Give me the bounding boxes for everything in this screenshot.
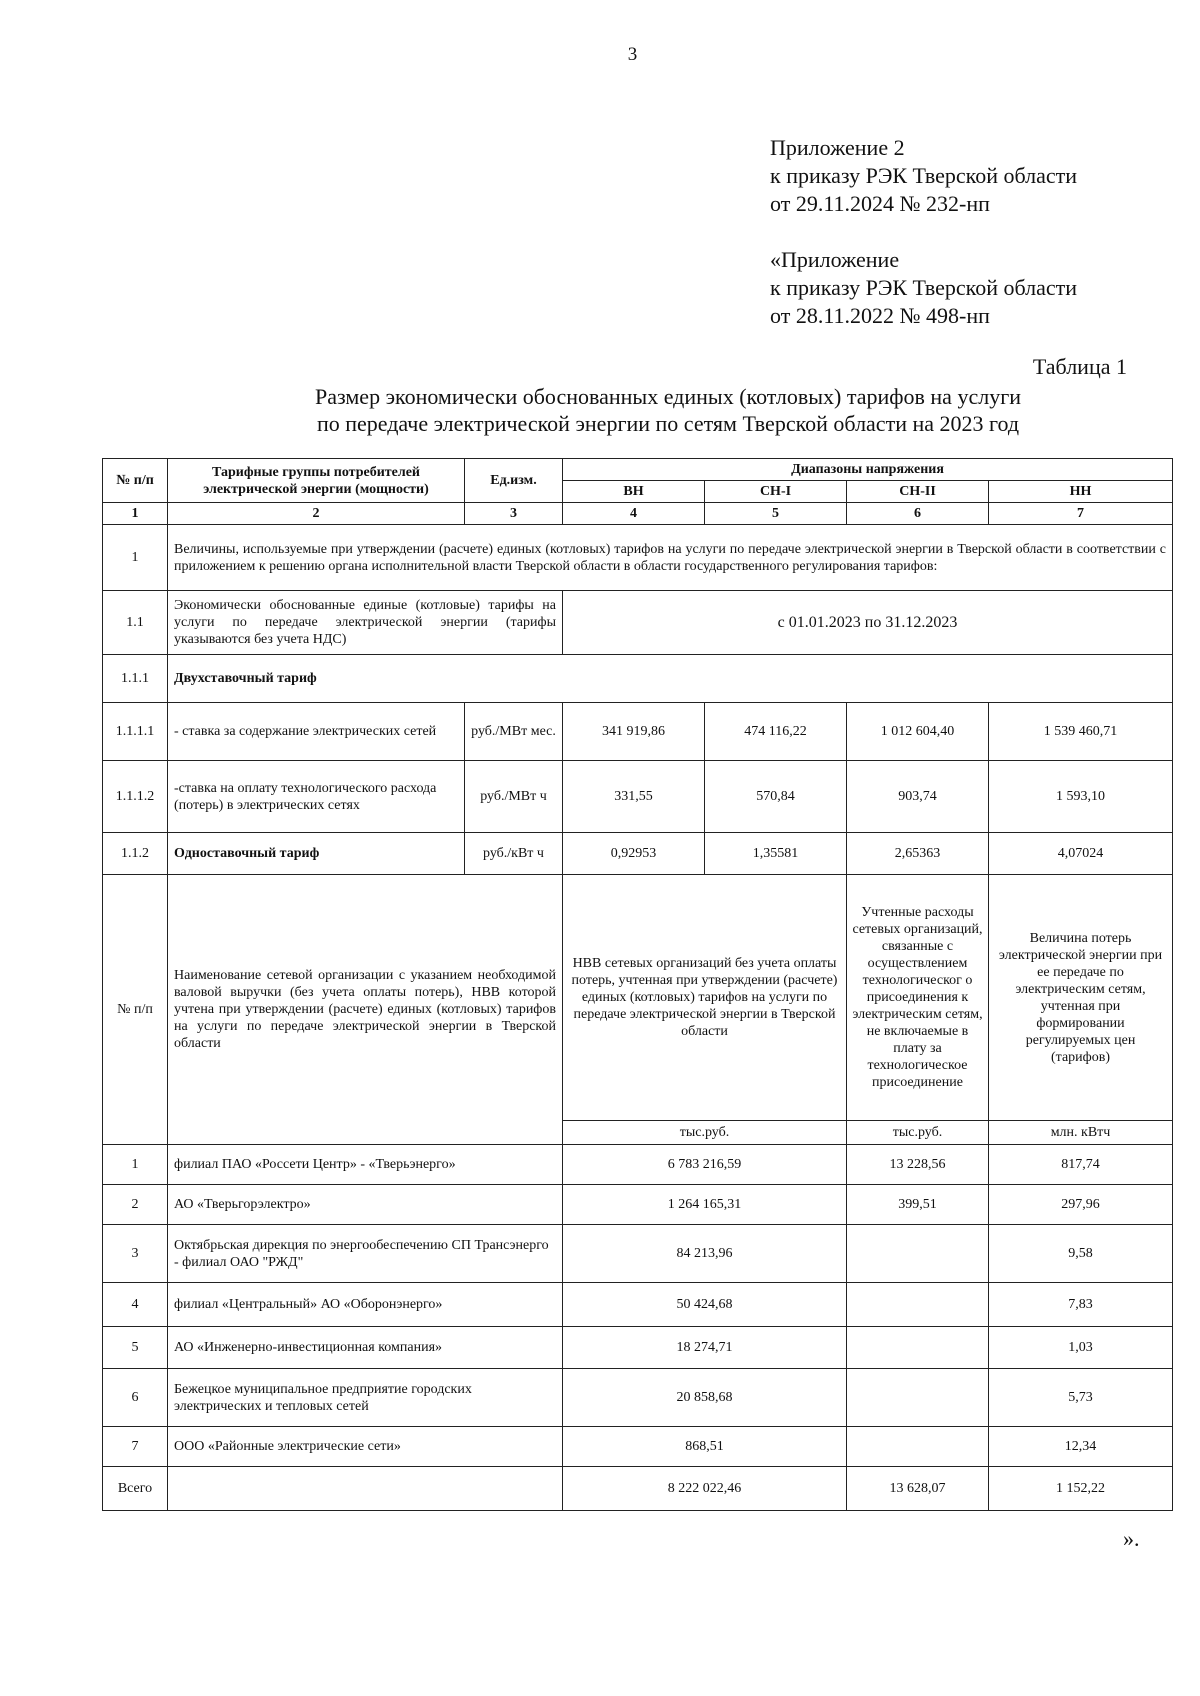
org-header-name: Наименование сетевой организации с указанием необходимой валовой выручки (без учета оплаты потерь), НВВ которой учтена при утверждении (расчете) единых (котловых) тарифов на услуги по передаче электрической энергии в Тверской области: [168, 875, 563, 1145]
header-sn2: СН-II: [847, 481, 989, 503]
org-expenses: [847, 1427, 989, 1467]
value-sn1: 1,35581: [705, 833, 847, 875]
column-number: 5: [705, 503, 847, 525]
row-num: 1.1: [103, 591, 168, 655]
org-header-row: [103, 875, 1173, 1121]
header-num: № п/п: [103, 459, 168, 503]
tariff-period: с 01.01.2023 по 31.12.2023: [563, 591, 1173, 655]
table-label: Таблица 1: [1032, 354, 1127, 379]
org-losses: 12,34: [989, 1427, 1173, 1467]
unit-expenses: тыс.руб.: [847, 1121, 989, 1145]
page-number: 3: [627, 44, 638, 65]
value-vn: 0,92953: [563, 833, 705, 875]
table-row: [103, 833, 1173, 875]
total-nvv: 8 222 022,46: [563, 1467, 847, 1511]
value-nn: 1 593,10: [989, 761, 1173, 833]
org-expenses: [847, 1369, 989, 1427]
table-title: [268, 383, 1068, 437]
org-nvv: 50 424,68: [563, 1283, 847, 1327]
org-losses: 297,96: [989, 1185, 1173, 1225]
appendix-header-line: Приложение 2: [770, 135, 905, 160]
row-text: Величины, используемые при утверждении (расчете) единых (котловых) тарифов на услуги по передаче электрической энергии в Тверской области в соответствии с приложением к решению органа исполнительной власти Тверской области в области государственного регулирования тарифов:: [168, 525, 1173, 591]
org-losses: 5,73: [989, 1369, 1173, 1427]
row-num: 1.1.1.1: [103, 703, 168, 761]
org-name: АО «Инженерно-инвестиционная компания»: [168, 1327, 563, 1369]
org-header-num: № п/п: [103, 875, 168, 1145]
column-number-row: [103, 503, 1173, 525]
org-nvv: 1 264 165,31: [563, 1185, 847, 1225]
org-header-losses: Величина потерь электрической энергии при ее передаче по электрическим сетям, учтенная при формировании регулируемых цен (тарифов): [989, 875, 1173, 1121]
org-header-expenses: Учтенные расходы сетевых организаций, связанные с осуществлением технологическог о присоединения к электрическим сетям, не включаемые в плату за технологическое присоединение: [847, 875, 989, 1121]
org-row: [103, 1225, 1173, 1283]
row-num: 1: [103, 525, 168, 591]
org-num: 3: [103, 1225, 168, 1283]
header-ranges: Диапазоны напряжения: [563, 459, 1173, 481]
header-sn1: СН-I: [705, 481, 847, 503]
header-group: Тарифные группы потребителей электрической энергии (мощности): [168, 459, 465, 503]
table-row: [103, 525, 1173, 591]
closing-quote-mark: ».: [1123, 1526, 1140, 1551]
org-nvv: 18 274,71: [563, 1327, 847, 1369]
header-unit: Ед.изм.: [465, 459, 563, 503]
row-text: - ставка за содержание электрических сетей: [168, 703, 465, 761]
appendix-quote-line: «Приложение: [770, 247, 900, 272]
row-num: 1.1.1.2: [103, 761, 168, 833]
org-row: [103, 1427, 1173, 1467]
org-num: 4: [103, 1283, 168, 1327]
row-unit: руб./МВт мес.: [465, 703, 563, 761]
org-name: филиал «Центральный» АО «Оборонэнерго»: [168, 1283, 563, 1327]
row-text: Одноставочный тариф: [168, 833, 465, 875]
header-row: [103, 459, 1173, 481]
row-num: 1.1.1: [103, 655, 168, 703]
org-num: 5: [103, 1327, 168, 1369]
table-row: [103, 591, 1173, 655]
row-unit: руб./кВт ч: [465, 833, 563, 875]
org-nvv: 84 213,96: [563, 1225, 847, 1283]
org-losses: 1,03: [989, 1327, 1173, 1369]
column-number: 3: [465, 503, 563, 525]
column-number: 1: [103, 503, 168, 525]
row-text: -ставка на оплату технологического расхода (потерь) в электрических сетях: [168, 761, 465, 833]
appendix-quote-line: к приказу РЭК Тверской области: [770, 275, 1078, 300]
org-nvv: 20 858,68: [563, 1369, 847, 1427]
org-name: АО «Тверьгорэлектро»: [168, 1185, 563, 1225]
org-row: [103, 1327, 1173, 1369]
row-text: Двухставочный тариф: [168, 655, 1173, 703]
org-losses: 817,74: [989, 1145, 1173, 1185]
unit-losses: млн. кВтч: [989, 1121, 1173, 1145]
value-sn1: 474 116,22: [705, 703, 847, 761]
appendix-header: [770, 134, 1077, 218]
org-row: [103, 1283, 1173, 1327]
table-title-line: по передаче электрической энергии по сетям Тверской области на 2023 год: [316, 411, 1020, 436]
org-row: [103, 1369, 1173, 1427]
org-expenses: 13 228,56: [847, 1145, 989, 1185]
appendix-quote: [770, 246, 1077, 330]
org-name: филиал ПАО «Россети Центр» - «Тверьэнерго»: [168, 1145, 563, 1185]
org-header-nvv: НВВ сетевых организаций без учета оплаты потерь, учтенная при утверждении (расчете) единых (котловых) тарифов на услуги по передаче электрической энергии в Тверской области: [563, 875, 847, 1121]
org-num: 2: [103, 1185, 168, 1225]
org-num: 7: [103, 1427, 168, 1467]
org-nvv: 868,51: [563, 1427, 847, 1467]
org-row: [103, 1185, 1173, 1225]
org-losses: 9,58: [989, 1225, 1173, 1283]
value-sn1: 570,84: [705, 761, 847, 833]
value-sn2: 903,74: [847, 761, 989, 833]
org-name: ООО «Районные электрические сети»: [168, 1427, 563, 1467]
column-number: 4: [563, 503, 705, 525]
value-sn2: 1 012 604,40: [847, 703, 989, 761]
org-nvv: 6 783 216,59: [563, 1145, 847, 1185]
unit-nvv: тыс.руб.: [563, 1121, 847, 1145]
table-row: [103, 761, 1173, 833]
total-expenses: 13 628,07: [847, 1467, 989, 1511]
row-num: 1.1.2: [103, 833, 168, 875]
header-vn: ВН: [563, 481, 705, 503]
appendix-header-line: к приказу РЭК Тверской области: [770, 163, 1078, 188]
value-nn: 1 539 460,71: [989, 703, 1173, 761]
row-text: Экономически обоснованные единые (котловые) тарифы на услуги по передаче электрической энергии (тарифы указываются без учета НДС): [168, 591, 563, 655]
org-name: Октябрьская дирекция по энергообеспечению СП Трансэнерго - филиал ОАО "РЖД": [168, 1225, 563, 1283]
org-name: Бежецкое муниципальное предприятие городских электрических и тепловых сетей: [168, 1369, 563, 1427]
appendix-header-line: от 29.11.2024 № 232-нп: [770, 191, 990, 216]
column-number: 2: [168, 503, 465, 525]
header-nn: НН: [989, 481, 1173, 503]
total-row: [103, 1467, 1173, 1511]
total-losses: 1 152,22: [989, 1467, 1173, 1511]
total-empty: [168, 1467, 563, 1511]
row-unit: руб./МВт ч: [465, 761, 563, 833]
tariff-table: [102, 458, 1173, 1511]
org-expenses: [847, 1327, 989, 1369]
org-expenses: [847, 1225, 989, 1283]
table-row: [103, 655, 1173, 703]
total-label: Всего: [103, 1467, 168, 1511]
table-row: [103, 703, 1173, 761]
value-vn: 331,55: [563, 761, 705, 833]
org-expenses: 399,51: [847, 1185, 989, 1225]
column-number: 6: [847, 503, 989, 525]
org-num: 6: [103, 1369, 168, 1427]
table-title-line: Размер экономически обоснованных единых (котловых) тарифов на услуги: [315, 384, 1021, 409]
org-expenses: [847, 1283, 989, 1327]
appendix-quote-line: от 28.11.2022 № 498-нп: [770, 303, 990, 328]
org-num: 1: [103, 1145, 168, 1185]
org-row: [103, 1145, 1173, 1185]
value-nn: 4,07024: [989, 833, 1173, 875]
org-losses: 7,83: [989, 1283, 1173, 1327]
value-vn: 341 919,86: [563, 703, 705, 761]
column-number: 7: [989, 503, 1173, 525]
value-sn2: 2,65363: [847, 833, 989, 875]
